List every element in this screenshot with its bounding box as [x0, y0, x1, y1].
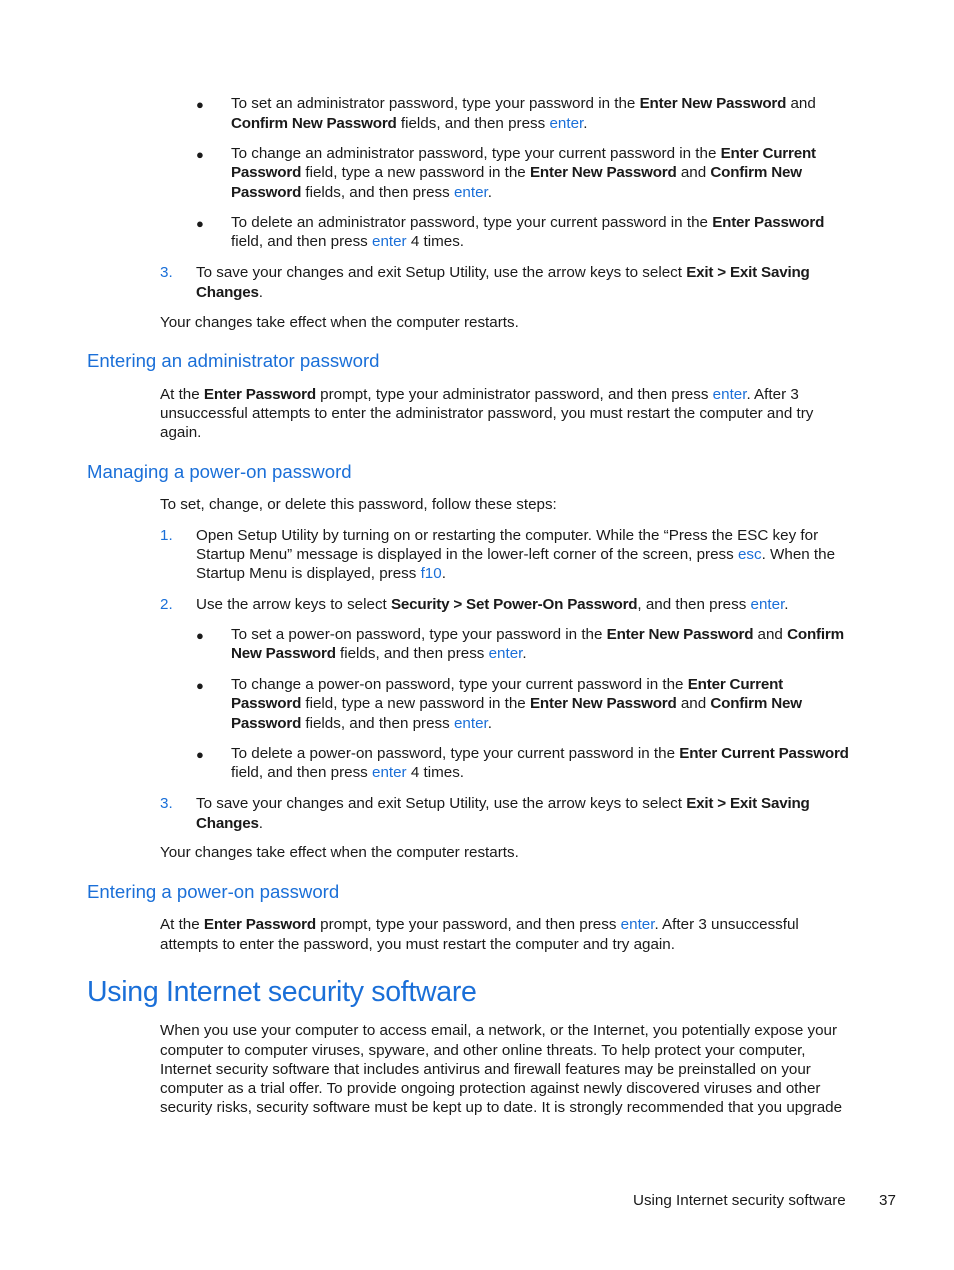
text: To set an administrator password, type your password in the [231, 95, 640, 112]
restart-note: Your changes take effect when the computer restarts. [160, 844, 519, 861]
admin-step3-line2 [196, 283, 263, 302]
ui-term: Exit > Exit Saving [686, 264, 810, 281]
text: and [786, 95, 816, 112]
key-f10: f10 [420, 565, 442, 582]
poweron-delete-bullet-line2 [231, 763, 464, 782]
text: fields, and then press [301, 184, 454, 201]
poweron-change-bullet-line2 [231, 694, 802, 713]
text: Startup Menu is displayed, press [196, 565, 421, 582]
text: To change a power-on password, type your current password in the [231, 676, 688, 693]
ui-term: Enter Password [203, 916, 316, 933]
admin-delete-bullet-line2 [231, 232, 464, 251]
text: 4 times. [406, 233, 465, 250]
text: To change an administrator password, type your current password in the [231, 145, 721, 162]
text: field, and then press [231, 233, 372, 250]
text: At the [160, 916, 204, 933]
section-heading: Entering a power-on password [87, 881, 340, 902]
text: 4 times. [406, 764, 465, 781]
chapter-heading: Using Internet security software [87, 976, 477, 1008]
key-enter: enter [488, 645, 523, 662]
key-enter: enter [453, 715, 488, 732]
text: Startup Menu” message is displayed in the lower-left corner of the screen, press [196, 546, 738, 563]
bullet-marker: ● [196, 216, 204, 231]
page-number: 37 [879, 1192, 896, 1209]
text: . [441, 565, 446, 582]
ui-term: Confirm New [710, 695, 802, 712]
text: Use the arrow keys to select [196, 596, 391, 613]
poweron-intro: To set, change, or delete this password, follow these steps: [160, 496, 557, 513]
poweron-step1-line2 [196, 545, 835, 564]
ui-term: Enter New Password [606, 626, 754, 643]
key-enter: enter [750, 596, 785, 613]
text: . [583, 115, 588, 132]
ui-term: Enter Password [203, 386, 316, 403]
text: . After 3 unsuccessful [654, 916, 799, 933]
text: . [487, 715, 492, 732]
key-esc: esc [737, 546, 762, 563]
poweron-enter-text-line2: attempts to enter the password, you must restart the computer and try again. [160, 936, 675, 953]
security-paragraph-line: computer to computer viruses, spyware, and other online threats. To help protect your computer, [160, 1042, 806, 1059]
text: . After 3 [746, 386, 799, 403]
security-paragraph-line: security risks, security software must be kept up to date. It is strongly recommended that you upgrade [160, 1099, 843, 1116]
ui-term: Password [231, 164, 302, 181]
step-number: 1. [160, 527, 173, 544]
bullet-marker: ● [196, 747, 204, 762]
text: To save your changes and exit Setup Utility, use the arrow keys to select [196, 264, 687, 281]
section-heading: Entering an administrator password [87, 350, 380, 371]
key-enter: enter [372, 764, 407, 781]
text: To set a power-on password, type your password in the [231, 626, 607, 643]
text: At the [160, 386, 204, 403]
key-enter: enter [620, 916, 655, 933]
admin-enter-text-line2: unsuccessful attempts to enter the administrator password, you must restart the computer and try [160, 405, 814, 422]
ui-term: Security > Set Power-On Password [390, 596, 638, 613]
ui-term: Confirm New Password [231, 115, 397, 132]
text: . [784, 596, 789, 613]
ui-term: Changes [196, 284, 259, 301]
restart-note: Your changes take effect when the computer restarts. [160, 314, 519, 331]
text: . When the [761, 546, 836, 563]
ui-term: Enter Current Password [679, 745, 849, 762]
admin-enter-text [160, 385, 799, 404]
text: field, and then press [231, 764, 372, 781]
bullet-marker: ● [196, 628, 204, 643]
text: and [676, 164, 711, 181]
key-enter: enter [372, 233, 407, 250]
admin-change-bullet-line2 [231, 163, 802, 182]
ui-term: Exit > Exit Saving [686, 795, 810, 812]
ui-term: Enter New Password [529, 164, 677, 181]
text: prompt, type your administrator password, and then press [315, 386, 713, 403]
step-number: 2. [160, 596, 173, 613]
bullet-marker: ● [196, 97, 204, 112]
admin-delete-bullet [231, 213, 824, 232]
security-paragraph-line: Internet security software that includes antivirus and firewall features may be preinstalled on your [160, 1061, 811, 1078]
text: prompt, type your password, and then press [315, 916, 621, 933]
ui-term: Changes [196, 815, 259, 832]
text: . [258, 284, 263, 301]
text: To delete an administrator password, type your current password in the [231, 214, 713, 231]
section-heading: Managing a power-on password [87, 461, 352, 482]
step-number: 3. [160, 795, 173, 812]
poweron-change-bullet [231, 675, 783, 694]
ui-term: Enter Password [712, 214, 825, 231]
bullet-marker: ● [196, 678, 204, 693]
admin-change-bullet-line3 [231, 183, 492, 202]
ui-term: Confirm New [710, 164, 802, 181]
text: fields, and then press [335, 645, 489, 662]
text: To save your changes and exit Setup Utility, use the arrow keys to select [196, 795, 687, 812]
ui-term: Enter New Password [639, 95, 787, 112]
poweron-change-bullet-line3 [231, 714, 492, 733]
text: field, type a new password in the [301, 695, 530, 712]
poweron-set-bullet-line2 [231, 644, 527, 663]
ui-term: Enter New Password [529, 695, 677, 712]
text: To delete a power-on password, type your current password in the [231, 745, 680, 762]
text: field, type a new password in the [301, 164, 530, 181]
text: fields, and then press [396, 115, 550, 132]
text: , and then press [637, 596, 751, 613]
poweron-step3 [196, 794, 810, 813]
bullet-marker: ● [196, 147, 204, 162]
poweron-set-bullet [231, 625, 844, 644]
ui-term: Password [231, 695, 302, 712]
text: . [258, 815, 263, 832]
text: . [522, 645, 527, 662]
poweron-enter-text [160, 915, 799, 934]
text: fields, and then press [301, 715, 454, 732]
ui-term: Password [231, 184, 302, 201]
text: and [753, 626, 788, 643]
security-paragraph-line: computer as a trial offer. To provide ongoing protection against newly discovered viruses and other [160, 1080, 821, 1097]
key-enter: enter [549, 115, 584, 132]
ui-term: Password [231, 715, 302, 732]
text: . [487, 184, 492, 201]
ui-term: Enter Current [687, 676, 784, 693]
poweron-step1: Open Setup Utility by turning on or restarting the computer. While the “Press the ESC key for [196, 527, 819, 544]
poweron-step2 [196, 595, 789, 614]
step-number: 3. [160, 264, 173, 281]
poweron-delete-bullet [231, 744, 849, 763]
ui-term: Enter Current [720, 145, 816, 162]
admin-enter-text-line3: again. [160, 424, 202, 441]
poweron-step3-line2 [196, 814, 263, 833]
text: and [676, 695, 711, 712]
ui-term: Confirm [787, 626, 844, 643]
admin-change-bullet [231, 144, 816, 163]
footer-title: Using Internet security software [633, 1192, 846, 1209]
admin-step3 [196, 263, 810, 282]
poweron-step1-line3 [196, 564, 446, 583]
ui-term: New Password [231, 645, 336, 662]
security-paragraph-line: When you use your computer to access email, a network, or the Internet, you potentially expose your [160, 1022, 838, 1039]
admin-set-bullet [231, 94, 816, 113]
key-enter: enter [453, 184, 488, 201]
admin-set-bullet-line2 [231, 114, 587, 133]
key-enter: enter [712, 386, 747, 403]
